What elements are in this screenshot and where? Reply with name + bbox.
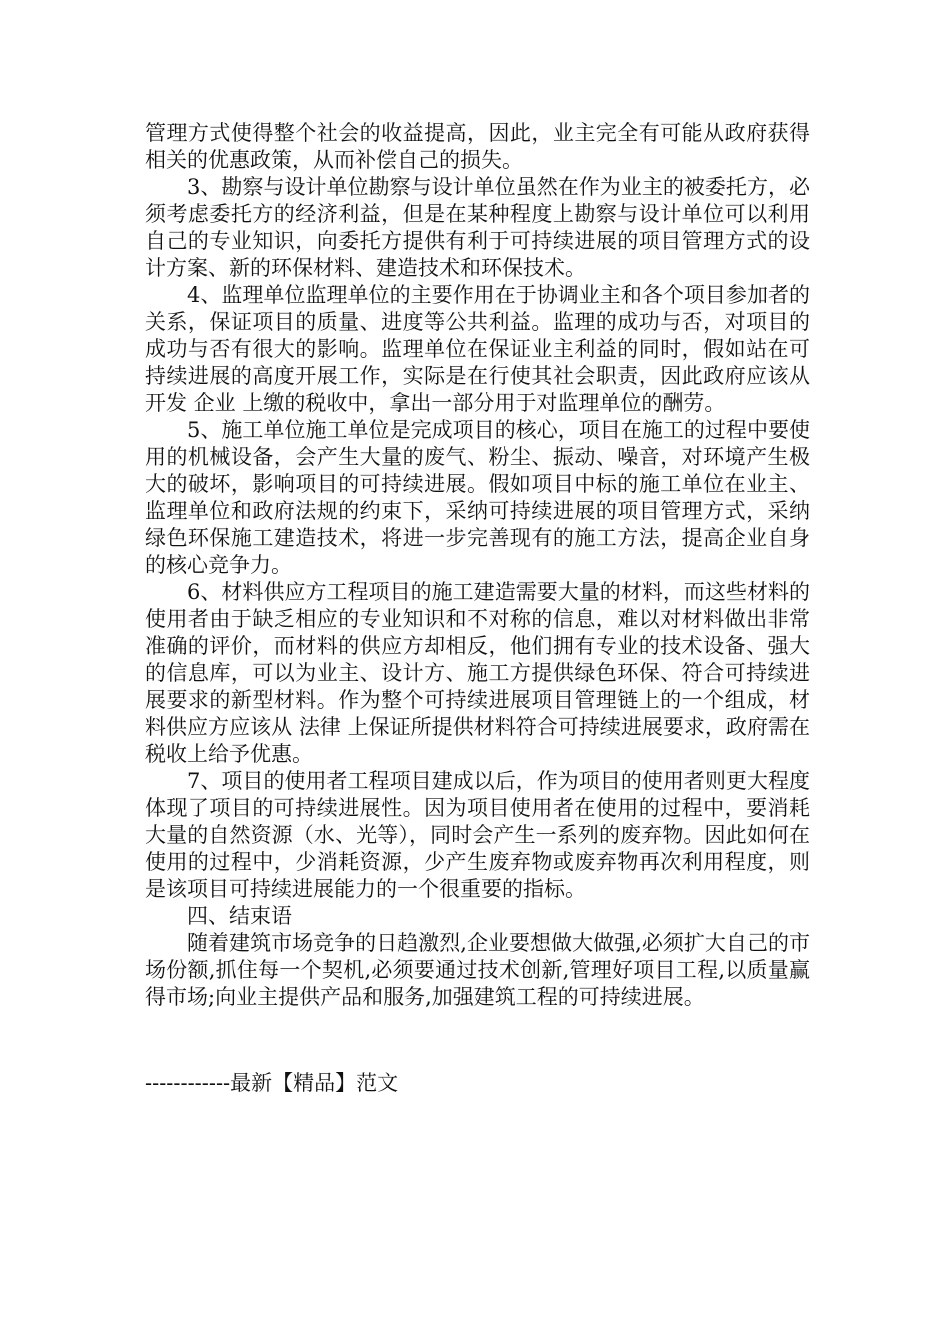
paragraph-design-units: 3、勘察与设计单位勘察与设计单位虽然在作为业主的被委托方，必须考虑委托方的经济利益，但是在某种程度上勘察与设计单位可以利用自己的专业知识，向委托方提供有利于可持续进展的项目管理方式的设计方案、新的环保材料、建造技术和环保技术。 <box>145 175 810 280</box>
footer-label: ------------最新【精品】范文 <box>145 1071 399 1095</box>
paragraph-construction-units: 5、施工单位施工单位是完成项目的核心，项目在施工的过程中要使用的机械设备，会产生大量的废气、粉尘、振动、噪音，对环境产生极大的破坏，影响项目的可持续进展。假如项目中标的施工单位在业主、监理单位和政府法规的约束下，采纳可持续进展的项目管理方式，采纳绿色环保施工建造技术，将进一步完善现有的施工方法，提高企业自身的核心竞争力。 <box>145 418 810 577</box>
section-heading-conclusion: 四、结束语 <box>187 904 292 928</box>
paragraph-supervision-units: 4、监理单位监理单位的主要作用在于协调业主和各个项目参加者的关系，保证项目的质量、进度等公共利益。监理的成功与否，对项目的成功与否有很大的影响。监理单位在保证业主利益的同时，假如站在可持续进展的高度开展工作，实际是在行使其社会职责，因此政府应该从开发 企业 上缴的税收中，拿出一部分用于对监理单位的酬劳。 <box>145 283 810 415</box>
paragraph-material-suppliers: 6、材料供应方工程项目的施工建造需要大量的材料，而这些材料的使用者由于缺乏相应的专业知识和不对称的信息，难以对材料做出非常准确的评价，而材料的供应方却相反，他们拥有专业的技术设备、强大的信息库，可以为业主、设计方、施工方提供绿色环保、符合可持续进展要求的新型材料。作为整个可持续进展项目管理链上的一个组成，材料供应方应该从 法律 上保证所提供材料符合可持续进展要求，政府需在税收上给予优惠。 <box>145 580 810 766</box>
paragraph-project-users: 7、项目的使用者工程项目建成以后，作为项目的使用者则更大程度体现了项目的可持续进展性。因为项目使用者在使用的过程中，要消耗大量的自然资源（水、光等），同时会产生一系列的废弃物。因此如何在使用的过程中，少消耗资源，少产生废弃物或废弃物再次利用程度，则是该项目可持续进展能力的一个很重要的指标。 <box>145 769 810 901</box>
paragraph-intro-continuation: 管理方式使得整个社会的收益提高，因此，业主完全有可能从政府获得相关的优惠政策，从而补偿自己的损失。 <box>145 121 810 172</box>
document-body <box>145 120 810 1011</box>
paragraph-conclusion: 随着建筑市场竞争的日趋激烈,企业要想做大做强,必须扩大自己的市场份额,抓住每一个契机,必须要通过技术创新,管理好项目工程,以质量赢得市场;向业主提供产品和服务,加强建筑工程的可持续进展。 <box>145 931 810 1009</box>
